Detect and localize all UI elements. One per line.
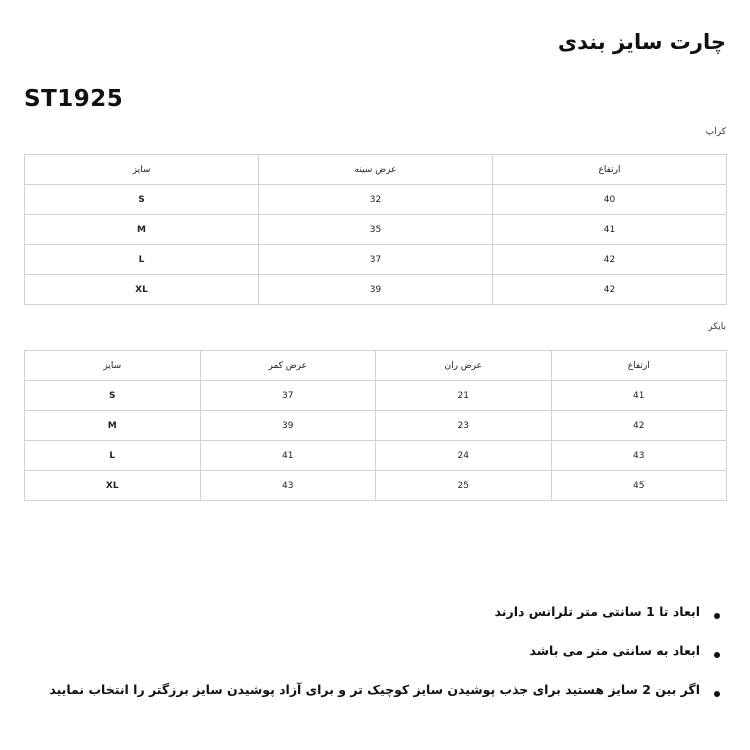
size-cell: L xyxy=(25,441,201,471)
waist-width-cell: 41 xyxy=(200,441,376,471)
column-header-size: سایز xyxy=(25,155,259,185)
bullet-icon xyxy=(714,652,720,658)
note-text: ابعاد تا 1 سانتی متر تلرانس دارند xyxy=(494,604,700,619)
thigh-width-cell: 21 xyxy=(376,381,552,411)
height-cell: 40 xyxy=(493,185,727,215)
column-header-height: ارتفاع xyxy=(493,155,727,185)
note-item xyxy=(49,680,726,700)
table-row xyxy=(25,245,727,275)
table-row xyxy=(25,471,727,501)
table-row xyxy=(25,275,727,305)
size-cell: XL xyxy=(25,275,259,305)
note-item xyxy=(49,602,726,622)
thigh-width-cell: 25 xyxy=(376,471,552,501)
page-title: چارت سایز بندی xyxy=(557,30,726,54)
crop-section-label: کراپ xyxy=(705,127,726,137)
table-row xyxy=(25,381,727,411)
column-header-chest-width: عرض سینه xyxy=(259,155,493,185)
table-row xyxy=(25,215,727,245)
table-header-row xyxy=(25,351,727,381)
chest-width-cell: 35 xyxy=(259,215,493,245)
table-row xyxy=(25,441,727,471)
biker-section-label: بایکر xyxy=(708,322,726,332)
size-cell: S xyxy=(25,381,201,411)
column-header-size: سایز xyxy=(25,351,201,381)
bullet-icon xyxy=(714,691,720,697)
size-cell: M xyxy=(25,411,201,441)
height-cell: 45 xyxy=(551,471,727,501)
crop-size-table xyxy=(24,154,727,305)
table-row xyxy=(25,411,727,441)
height-cell: 42 xyxy=(493,245,727,275)
model-code: ST1925 xyxy=(24,86,124,112)
size-cell: XL xyxy=(25,471,201,501)
table-row xyxy=(25,185,727,215)
chest-width-cell: 37 xyxy=(259,245,493,275)
size-cell: S xyxy=(25,185,259,215)
thigh-width-cell: 24 xyxy=(376,441,552,471)
chest-width-cell: 32 xyxy=(259,185,493,215)
note-text: اگر بین 2 سایز هستید برای جذب پوشیدن سایز کوچیک تر و برای آزاد پوشیدن سایز برزگتر را انتخاب نمایید xyxy=(49,682,700,697)
waist-width-cell: 37 xyxy=(200,381,376,411)
note-item xyxy=(49,641,726,661)
size-cell: L xyxy=(25,245,259,275)
thigh-width-cell: 23 xyxy=(376,411,552,441)
column-header-thigh-width: عرض ران xyxy=(376,351,552,381)
height-cell: 43 xyxy=(551,441,727,471)
column-header-waist-width: عرض کمر xyxy=(200,351,376,381)
waist-width-cell: 43 xyxy=(200,471,376,501)
height-cell: 42 xyxy=(551,411,727,441)
size-notes-list xyxy=(49,602,726,719)
waist-width-cell: 39 xyxy=(200,411,376,441)
size-cell: M xyxy=(25,215,259,245)
bullet-icon xyxy=(714,613,720,619)
biker-size-table xyxy=(24,350,727,501)
height-cell: 41 xyxy=(551,381,727,411)
height-cell: 42 xyxy=(493,275,727,305)
note-text: ابعاد به سانتی متر می باشد xyxy=(529,643,700,658)
table-header-row xyxy=(25,155,727,185)
chest-width-cell: 39 xyxy=(259,275,493,305)
column-header-height: ارتفاع xyxy=(551,351,727,381)
height-cell: 41 xyxy=(493,215,727,245)
